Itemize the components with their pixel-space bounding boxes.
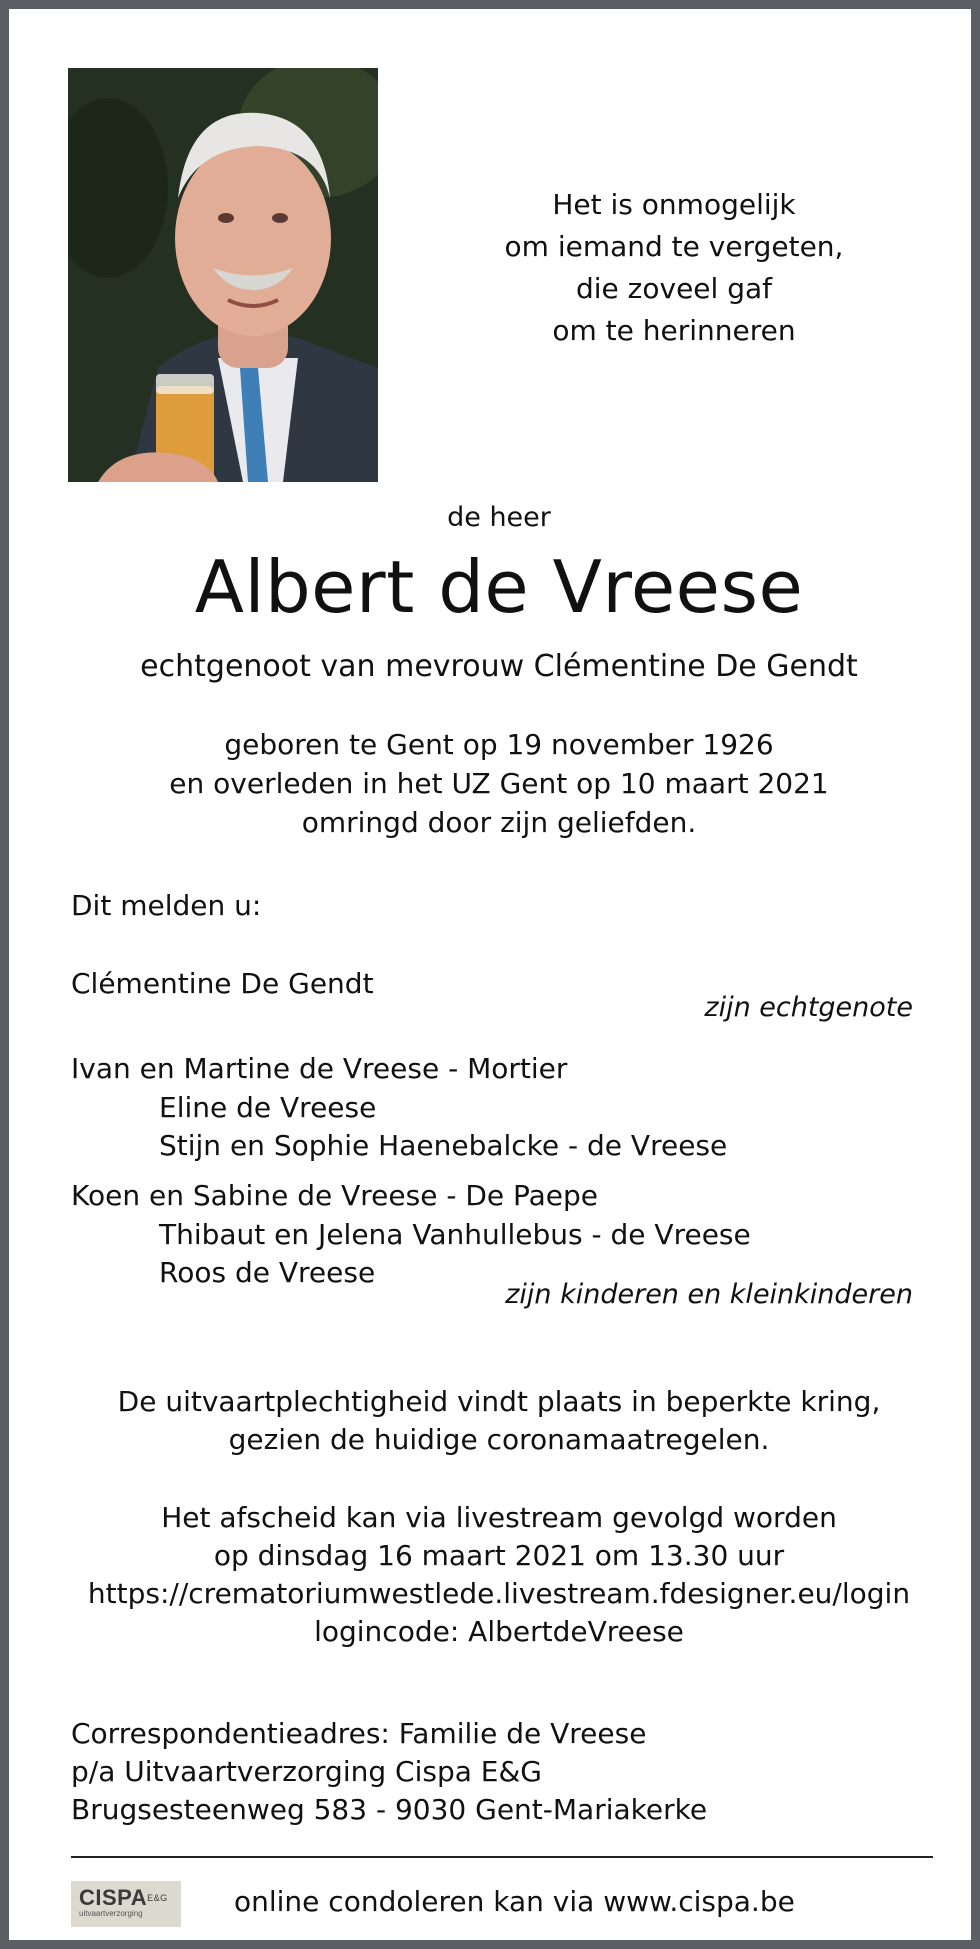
family-child: Ivan en Martine de Vreese - Mortier xyxy=(71,1052,568,1085)
logo-wordmark: $CISPA^{E\&G}$ xyxy=(79,1885,168,1910)
ceremony-info xyxy=(9,1383,980,1459)
livestream-url[interactable]: https://crematoriumwestlede.livestream.fdesigner.eu/login xyxy=(87,1577,911,1610)
quote-line: Het is onmogelijk xyxy=(552,188,796,221)
honorific: de heer xyxy=(447,502,551,533)
family-grandchild: Eline de Vreese xyxy=(159,1091,377,1124)
family-grandchild: Roos de Vreese xyxy=(159,1256,376,1289)
ceremony-line: De uitvaartplechtigheid vindt plaats in beperkte kring, xyxy=(117,1385,881,1418)
family-spouse-name: Clémentine De Gendt xyxy=(71,967,374,1000)
memorial-quote xyxy=(449,184,899,352)
surrounded-line: omringd door zijn geliefden. xyxy=(301,806,697,839)
logo-subtitle: uitvaartverzorging xyxy=(79,1909,143,1918)
died-line: en overleden in het UZ Gent op 10 maart 2021 xyxy=(169,767,829,800)
portrait-illustration xyxy=(68,68,378,482)
born-line: geboren te Gent op 19 november 1926 xyxy=(224,728,774,761)
quote-line: die zoveel gaf xyxy=(576,272,772,305)
livestream-date: op dinsdag 16 maart 2021 om 13.30 uur xyxy=(213,1539,785,1572)
divider xyxy=(71,1856,933,1858)
cispa-logo xyxy=(71,1881,181,1927)
address-line: Brugsesteenweg 583 - 9030 Gent-Mariakerke xyxy=(71,1793,708,1826)
quote-line: om te herinneren xyxy=(552,314,796,347)
deceased-name: Albert de Vreese xyxy=(194,545,804,629)
ceremony-line: gezien de huidige coronamaatregelen. xyxy=(228,1423,770,1456)
address-line: p/a Uitvaartverzorging Cispa E&G xyxy=(71,1755,542,1788)
quote-line: om iemand te vergeten, xyxy=(504,230,844,263)
birth-death-info xyxy=(9,725,980,842)
family-grandchild: Thibaut en Jelena Vanhullebus - de Vreese xyxy=(159,1218,751,1251)
online-condolence[interactable]: online condoleren kan via www.cispa.be xyxy=(234,1885,795,1918)
family-spouse-role: zijn echtgenote xyxy=(704,992,913,1023)
livestream-line: Het afscheid kan via livestream gevolgd worden xyxy=(161,1501,837,1534)
portrait-photo xyxy=(68,68,378,482)
livestream-code: logincode: AlbertdeVreese xyxy=(314,1615,684,1648)
livestream-info xyxy=(9,1499,980,1651)
family-children-role: zijn kinderen en kleinkinderen xyxy=(505,1279,913,1310)
family-child: Koen en Sabine de Vreese - De Paepe xyxy=(71,1179,599,1212)
address-line: Correspondentieadres: Familie de Vreese xyxy=(71,1717,647,1750)
announce-line: Dit melden u: xyxy=(71,889,262,922)
correspondence-address xyxy=(71,1715,707,1829)
family-grandchild: Stijn en Sophie Haenebalcke - de Vreese xyxy=(159,1129,728,1162)
spouse-line: echtgenoot van mevrouw Clémentine De Gendt xyxy=(140,649,858,684)
